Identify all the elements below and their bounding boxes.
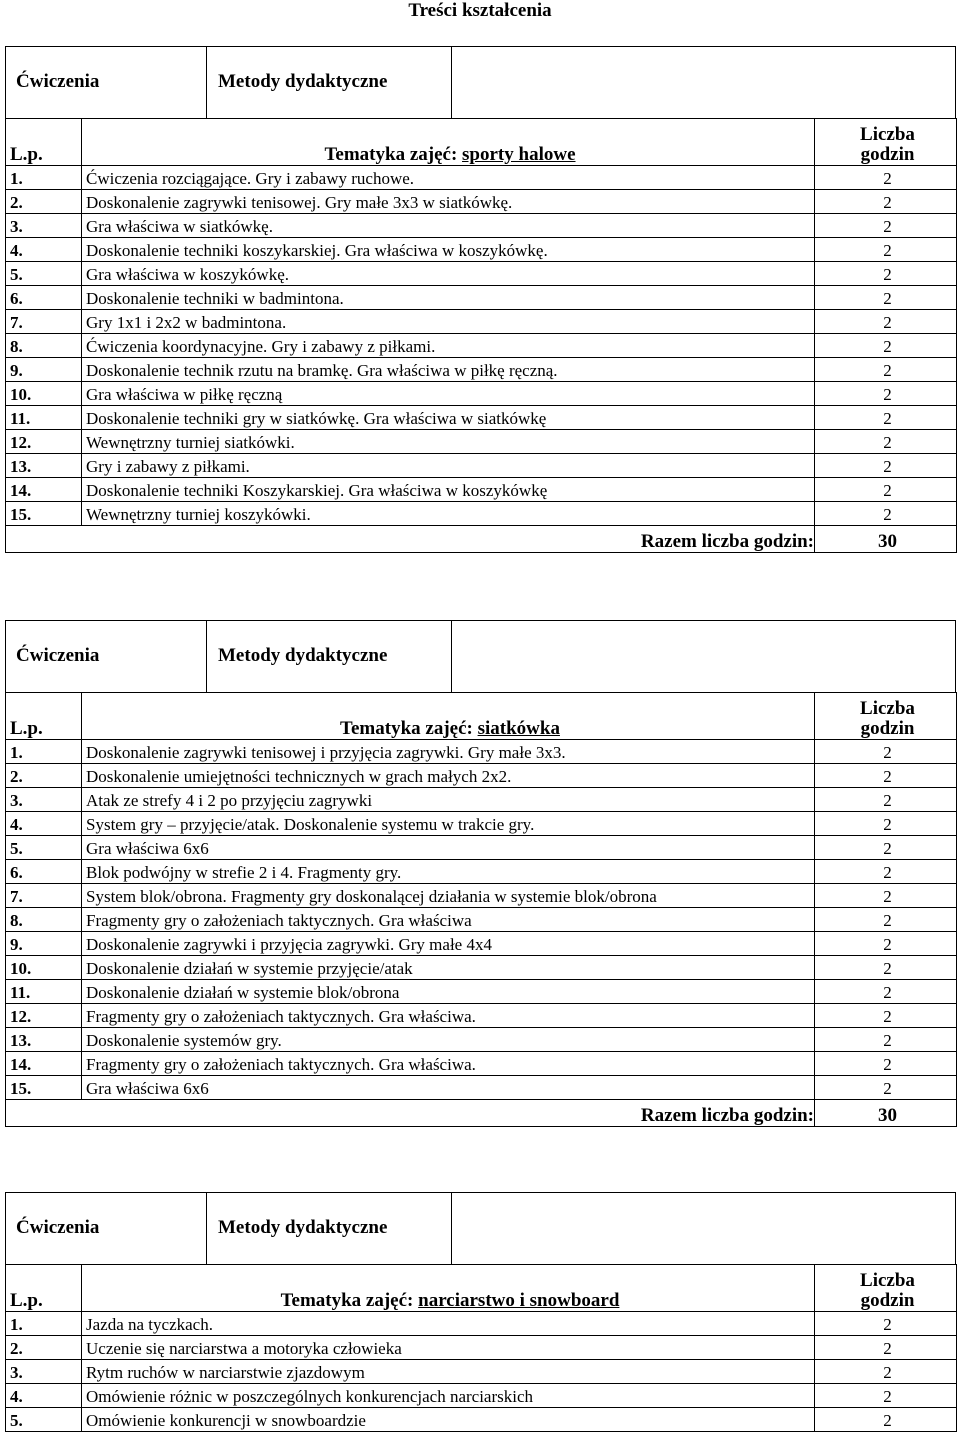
table-row: [6, 932, 957, 956]
row-hours: 2: [815, 454, 957, 478]
row-hours: 2: [815, 764, 957, 788]
row-hours: 2: [815, 788, 957, 812]
row-hours: 2: [815, 980, 957, 1004]
topic-header: Tematyka zajęć: sporty halowe: [82, 119, 815, 166]
row-hours: 2: [815, 382, 957, 406]
row-hours: 2: [815, 238, 957, 262]
row-hours: 2: [815, 1004, 957, 1028]
topics-table: [5, 118, 957, 553]
row-hours: 2: [815, 884, 957, 908]
row-number: 1.: [6, 740, 82, 764]
total-hours: 30: [815, 526, 957, 553]
row-topic: System blok/obrona. Fragmenty gry doskonalącej działania w systemie blok/obrona: [82, 884, 815, 908]
row-number: 14.: [6, 1052, 82, 1076]
row-topic: Doskonalenie zagrywki tenisowej. Gry małe 3x3 w siatkówkę.: [82, 190, 815, 214]
divider: [206, 1193, 207, 1264]
total-row: [6, 1100, 957, 1127]
row-number: 7.: [6, 310, 82, 334]
row-number: 11.: [6, 406, 82, 430]
divider: [451, 1193, 452, 1264]
row-hours: 2: [815, 478, 957, 502]
row-topic: Doskonalenie techniki Koszykarskiej. Gra właściwa w koszykówkę: [82, 478, 815, 502]
row-topic: Doskonalenie techniki koszykarskiej. Gra właściwa w koszykówkę.: [82, 238, 815, 262]
total-label: Razem liczba godzin:: [6, 1100, 815, 1127]
table-row: [6, 908, 957, 932]
table-row: [6, 980, 957, 1004]
table-row: [6, 166, 957, 190]
row-number: 6.: [6, 860, 82, 884]
row-hours: 2: [815, 430, 957, 454]
topics-table: [5, 692, 957, 1127]
row-hours: 2: [815, 1052, 957, 1076]
table-row: [6, 1384, 957, 1408]
row-number: 11.: [6, 980, 82, 1004]
row-topic: Fragmenty gry o założeniach taktycznych. Gra właściwa.: [82, 1004, 815, 1028]
methods-label: Metody dydaktyczne: [218, 1217, 388, 1238]
table-row: [6, 1336, 957, 1360]
row-hours: 2: [815, 310, 957, 334]
row-number: 2.: [6, 190, 82, 214]
course-section: [5, 46, 956, 553]
row-hours: 2: [815, 502, 957, 526]
row-topic: Doskonalenie działań w systemie przyjęcie/atak: [82, 956, 815, 980]
lp-header: L.p.: [6, 119, 82, 166]
topic-name: siatkówka: [477, 718, 560, 739]
row-number: 2.: [6, 1336, 82, 1360]
row-number: 15.: [6, 502, 82, 526]
row-topic: Gra właściwa 6x6: [82, 836, 815, 860]
table-row: [6, 406, 957, 430]
row-topic: Gra właściwa 6x6: [82, 1076, 815, 1100]
row-hours: 2: [815, 190, 957, 214]
row-topic: Omówienie konkurencji w snowboardzie: [82, 1408, 815, 1432]
section-header: [5, 46, 956, 118]
table-row: [6, 884, 957, 908]
total-row: [6, 526, 957, 553]
row-topic: Fragmenty gry o założeniach taktycznych. Gra właściwa: [82, 908, 815, 932]
row-hours: 2: [815, 932, 957, 956]
topic-header: Tematyka zajęć: narciarstwo i snowboard: [82, 1265, 815, 1312]
section-header: [5, 1192, 956, 1264]
row-topic: Doskonalenie systemów gry.: [82, 1028, 815, 1052]
table-header-row: [6, 1265, 957, 1312]
table-row: [6, 454, 957, 478]
row-topic: Jazda na tyczkach.: [82, 1312, 815, 1336]
row-number: 5.: [6, 836, 82, 860]
row-number: 5.: [6, 262, 82, 286]
row-hours: 2: [815, 214, 957, 238]
row-topic: Doskonalenie zagrywki tenisowej i przyjęcia zagrywki. Gry małe 3x3.: [82, 740, 815, 764]
row-number: 4.: [6, 238, 82, 262]
row-topic: System gry – przyjęcie/atak. Doskonalenie systemu w trakcie gry.: [82, 812, 815, 836]
row-hours: 2: [815, 908, 957, 932]
table-row: [6, 358, 957, 382]
row-hours: 2: [815, 1076, 957, 1100]
table-row: [6, 788, 957, 812]
row-hours: 2: [815, 262, 957, 286]
table-row: [6, 812, 957, 836]
row-number: 4.: [6, 812, 82, 836]
divider: [451, 47, 452, 118]
row-hours: 2: [815, 406, 957, 430]
row-number: 14.: [6, 478, 82, 502]
topic-name: sporty halowe: [462, 144, 576, 165]
course-section: [5, 1192, 956, 1432]
table-row: [6, 430, 957, 454]
row-number: 2.: [6, 764, 82, 788]
table-header-row: [6, 119, 957, 166]
row-number: 3.: [6, 788, 82, 812]
methods-label: Metody dydaktyczne: [218, 71, 388, 92]
lp-header: L.p.: [6, 1265, 82, 1312]
table-row: [6, 214, 957, 238]
row-topic: Ćwiczenia rozciągające. Gry i zabawy ruchowe.: [82, 166, 815, 190]
row-topic: Atak ze strefy 4 i 2 po przyjęciu zagrywki: [82, 788, 815, 812]
exercises-label: Ćwiczenia: [16, 71, 100, 92]
table-row: [6, 740, 957, 764]
row-number: 5.: [6, 1408, 82, 1432]
row-hours: 2: [815, 1408, 957, 1432]
table-row: [6, 286, 957, 310]
lp-header: L.p.: [6, 693, 82, 740]
row-topic: Wewnętrzny turniej siatkówki.: [82, 430, 815, 454]
table-row: [6, 478, 957, 502]
row-number: 10.: [6, 382, 82, 406]
row-number: 4.: [6, 1384, 82, 1408]
row-topic: Gra właściwa w piłkę ręczną: [82, 382, 815, 406]
row-number: 15.: [6, 1076, 82, 1100]
row-topic: Doskonalenie technik rzutu na bramkę. Gra właściwa w piłkę ręczną.: [82, 358, 815, 382]
row-hours: 2: [815, 1384, 957, 1408]
row-hours: 2: [815, 1336, 957, 1360]
row-topic: Doskonalenie umiejętności technicznych w grach małych 2x2.: [82, 764, 815, 788]
table-row: [6, 764, 957, 788]
row-topic: Blok podwójny w strefie 2 i 4. Fragmenty gry.: [82, 860, 815, 884]
row-hours: 2: [815, 860, 957, 884]
table-row: [6, 1004, 957, 1028]
row-hours: 2: [815, 836, 957, 860]
row-topic: Wewnętrzny turniej koszykówki.: [82, 502, 815, 526]
topic-name: narciarstwo i snowboard: [418, 1290, 620, 1311]
table-row: [6, 1360, 957, 1384]
row-hours: 2: [815, 812, 957, 836]
divider: [206, 47, 207, 118]
row-number: 8.: [6, 908, 82, 932]
row-topic: Gra właściwa w koszykówkę.: [82, 262, 815, 286]
total-hours: 30: [815, 1100, 957, 1127]
hours-header: Liczba godzin: [815, 119, 957, 166]
row-number: 13.: [6, 454, 82, 478]
row-topic: Doskonalenie działań w systemie blok/obrona: [82, 980, 815, 1004]
row-number: 8.: [6, 334, 82, 358]
row-hours: 2: [815, 358, 957, 382]
methods-label: Metody dydaktyczne: [218, 645, 388, 666]
row-topic: Doskonalenie techniki w badmintona.: [82, 286, 815, 310]
course-section: [5, 620, 956, 1127]
row-number: 9.: [6, 358, 82, 382]
total-label: Razem liczba godzin:: [6, 526, 815, 553]
row-topic: Gry 1x1 i 2x2 w badmintona.: [82, 310, 815, 334]
row-hours: 2: [815, 166, 957, 190]
row-number: 13.: [6, 1028, 82, 1052]
table-header-row: [6, 693, 957, 740]
table-row: [6, 860, 957, 884]
section-header: [5, 620, 956, 692]
table-row: [6, 262, 957, 286]
table-row: [6, 1052, 957, 1076]
row-number: 12.: [6, 430, 82, 454]
topic-header: Tematyka zajęć: siatkówka: [82, 693, 815, 740]
divider: [206, 621, 207, 692]
row-topic: Doskonalenie techniki gry w siatkówkę. Gra właściwa w siatkówkę: [82, 406, 815, 430]
row-number: 10.: [6, 956, 82, 980]
row-number: 6.: [6, 286, 82, 310]
table-row: [6, 502, 957, 526]
row-hours: 2: [815, 286, 957, 310]
row-topic: Uczenie się narciarstwa a motoryka człowieka: [82, 1336, 815, 1360]
row-number: 12.: [6, 1004, 82, 1028]
table-row: [6, 310, 957, 334]
table-row: [6, 334, 957, 358]
row-topic: Omówienie różnic w poszczególnych konkurencjach narciarskich: [82, 1384, 815, 1408]
row-hours: 2: [815, 1028, 957, 1052]
row-number: 1.: [6, 1312, 82, 1336]
topics-table: [5, 1264, 957, 1432]
table-row: [6, 1312, 957, 1336]
table-row: [6, 1028, 957, 1052]
row-hours: 2: [815, 1360, 957, 1384]
row-hours: 2: [815, 956, 957, 980]
row-topic: Ćwiczenia koordynacyjne. Gry i zabawy z piłkami.: [82, 334, 815, 358]
table-row: [6, 238, 957, 262]
row-number: 1.: [6, 166, 82, 190]
row-number: 3.: [6, 1360, 82, 1384]
table-row: [6, 190, 957, 214]
row-number: 3.: [6, 214, 82, 238]
row-hours: 2: [815, 1312, 957, 1336]
row-topic: Fragmenty gry o założeniach taktycznych. Gra właściwa.: [82, 1052, 815, 1076]
exercises-label: Ćwiczenia: [16, 645, 100, 666]
divider: [451, 621, 452, 692]
table-row: [6, 1408, 957, 1432]
row-number: 7.: [6, 884, 82, 908]
row-hours: 2: [815, 740, 957, 764]
row-topic: Gra właściwa w siatkówkę.: [82, 214, 815, 238]
exercises-label: Ćwiczenia: [16, 1217, 100, 1238]
table-row: [6, 382, 957, 406]
table-row: [6, 1076, 957, 1100]
row-hours: 2: [815, 334, 957, 358]
row-topic: Rytm ruchów w narciarstwie zjazdowym: [82, 1360, 815, 1384]
row-topic: Doskonalenie zagrywki i przyjęcia zagrywki. Gry małe 4x4: [82, 932, 815, 956]
row-topic: Gry i zabawy z piłkami.: [82, 454, 815, 478]
hours-header: Liczba godzin: [815, 693, 957, 740]
table-row: [6, 956, 957, 980]
row-number: 9.: [6, 932, 82, 956]
table-row: [6, 836, 957, 860]
page-title: Treści kształcenia: [408, 0, 552, 21]
hours-header: Liczba godzin: [815, 1265, 957, 1312]
